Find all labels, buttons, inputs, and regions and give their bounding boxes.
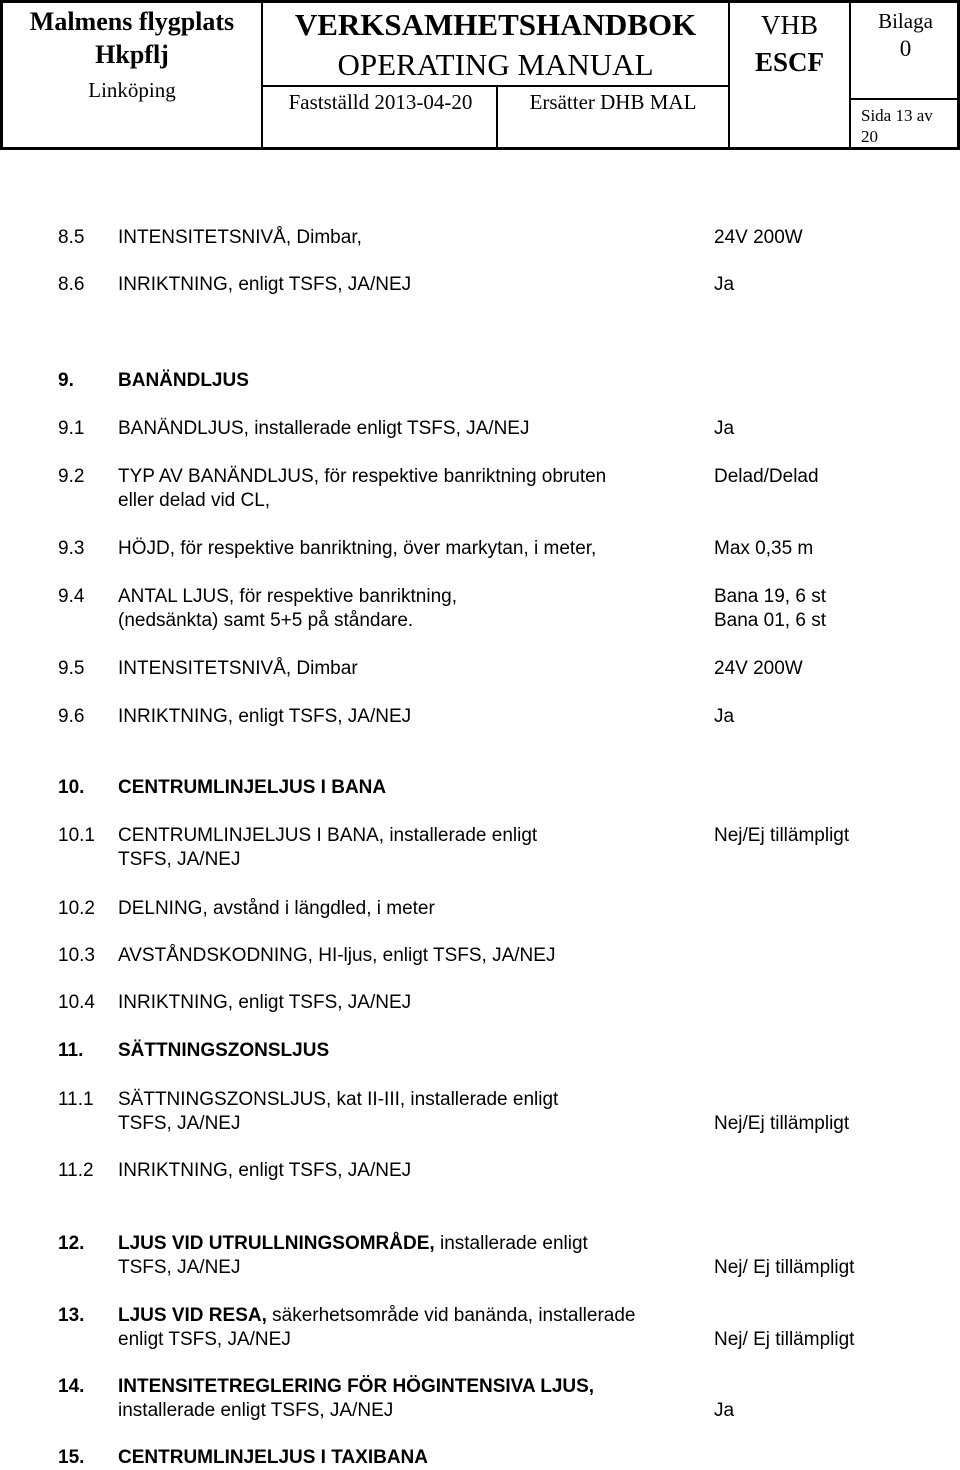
item-text: BANÄNDLJUS, installerade enligt TSFS, JA/NEJ — [118, 418, 530, 439]
item-number: 12. — [58, 1233, 85, 1254]
document-header — [0, 0, 960, 150]
item-number: 13. — [58, 1305, 85, 1326]
item-text-line1: SÄTTNINGSZONSLJUS, kat II-III, installerade enligt — [118, 1089, 559, 1110]
header-code-vhb: VHB — [760, 10, 818, 40]
item-text: HÖJD, för respektive banriktning, över markytan, i meter, — [118, 538, 597, 559]
header-divider — [849, 98, 960, 100]
item-number: 9.1 — [58, 418, 85, 439]
item-number: 10.3 — [58, 945, 95, 966]
section-number: 11. — [58, 1040, 84, 1061]
item-number: 9.6 — [58, 706, 85, 727]
item-value-line1: Bana 19, 6 st — [714, 586, 826, 607]
item-number: 9.5 — [58, 658, 85, 679]
item-value: 24V 200W — [714, 658, 803, 679]
item-number: 9.3 — [58, 538, 85, 559]
header-attachment-number: 0 — [899, 36, 912, 61]
item-value: Ja — [714, 1400, 735, 1421]
item-number: 8.6 — [58, 274, 85, 295]
item-text-line2: TSFS, JA/NEJ — [118, 1257, 241, 1278]
item-number: 10.2 — [58, 898, 95, 919]
section-title: SÄTTNINGSZONSLJUS — [118, 1040, 330, 1061]
item-number: 11.1 — [58, 1089, 94, 1110]
item-value: Nej/ Ej tillämpligt — [714, 1329, 855, 1350]
item-text-line2: TSFS, JA/NEJ — [118, 849, 241, 870]
item-value: Ja — [714, 418, 735, 439]
item-text-line1: CENTRUMLINJELJUS I BANA, installerade enligt — [118, 825, 538, 846]
item-value: Ja — [714, 706, 735, 727]
section-number: 9. — [58, 370, 74, 391]
item-number: 10.4 — [58, 992, 95, 1013]
item-text-line2: eller delad vid CL, — [118, 490, 271, 511]
item-value: Nej/ Ej tillämpligt — [714, 1257, 855, 1278]
item-text: INRIKTNING, enligt TSFS, JA/NEJ — [118, 992, 412, 1013]
item-text: INTENSITETSNIVÅ, Dimbar — [118, 658, 358, 679]
section-title: CENTRUMLINJELJUS I TAXIBANA — [118, 1447, 428, 1468]
item-value: Nej/Ej tillämpligt — [714, 825, 850, 846]
header-org: Malmens flygplats — [29, 7, 235, 36]
item-text-rest: säkerhetsområde vid banända, installerade — [266, 1305, 636, 1326]
item-text: INTENSITETSNIVÅ, Dimbar, — [118, 227, 362, 248]
item-value: Delad/Delad — [714, 466, 819, 487]
section-number: 15. — [58, 1447, 85, 1468]
item-text-line2: (nedsänkta) samt 5+5 på ståndare. — [118, 610, 414, 631]
item-text-line1: ANTAL LJUS, för respektive banriktning, — [118, 586, 457, 607]
item-number: 11.2 — [58, 1160, 94, 1181]
item-value: Nej/Ej tillämpligt — [714, 1113, 850, 1134]
header-subtitle: OPERATING MANUAL — [337, 47, 654, 82]
header-divider — [261, 85, 728, 87]
item-text-line1 — [118, 1304, 698, 1328]
header-attachment-label: Bilaga — [878, 9, 933, 33]
header-page-line2: 20 — [861, 127, 878, 146]
section-title: BANÄNDLJUS — [118, 370, 249, 391]
item-text: INRIKTNING, enligt TSFS, JA/NEJ — [118, 706, 412, 727]
section-title: CENTRUMLINJELJUS I BANA — [118, 777, 387, 798]
header-dept: Hkpflj — [95, 40, 169, 69]
item-text-line2: TSFS, JA/NEJ — [118, 1113, 241, 1134]
item-value-line2: Bana 01, 6 st — [714, 610, 826, 631]
item-text-rest: installerade enligt — [434, 1233, 588, 1254]
item-text-bold: INTENSITETREGLERING FÖR HÖGINTENSIVA LJUS, — [118, 1376, 595, 1397]
item-text-line1: TYP AV BANÄNDLJUS, för respektive banriktning obruten — [118, 466, 607, 487]
header-replaces: Ersätter DHB MAL — [529, 90, 697, 114]
header-page-line1: Sida 13 av — [861, 106, 933, 125]
item-text: DELNING, avstånd i längdled, i meter — [118, 898, 435, 919]
item-number: 9.4 — [58, 586, 85, 607]
header-code-escf: ESCF — [754, 47, 825, 77]
item-number: 8.5 — [58, 227, 85, 248]
item-text-bold: LJUS VID UTRULLNINGSOMRÅDE, — [118, 1233, 435, 1254]
item-number: 10.1 — [58, 825, 95, 846]
item-text: INRIKTNING, enligt TSFS, JA/NEJ — [118, 274, 412, 295]
header-title: VERKSAMHETSHANDBOK — [294, 7, 697, 42]
item-value: Max 0,35 m — [714, 538, 814, 559]
item-number: 9.2 — [58, 466, 85, 487]
section-number: 10. — [58, 777, 85, 798]
item-text: AVSTÅNDSKODNING, HI-ljus, enligt TSFS, JA/NEJ — [118, 945, 556, 966]
item-value: 24V 200W — [714, 227, 803, 248]
item-text-line2: installerade enligt TSFS, JA/NEJ — [118, 1400, 394, 1421]
item-number: 14. — [58, 1376, 85, 1397]
item-text-bold: LJUS VID RESA, — [118, 1305, 267, 1326]
item-text: INRIKTNING, enligt TSFS, JA/NEJ — [118, 1160, 412, 1181]
header-established: Fastställd 2013-04-20 — [288, 90, 473, 114]
item-text-line1 — [118, 1232, 698, 1256]
item-value: Ja — [714, 274, 735, 295]
item-text-line2: enligt TSFS, JA/NEJ — [118, 1329, 291, 1350]
header-city: Linköping — [88, 78, 176, 102]
